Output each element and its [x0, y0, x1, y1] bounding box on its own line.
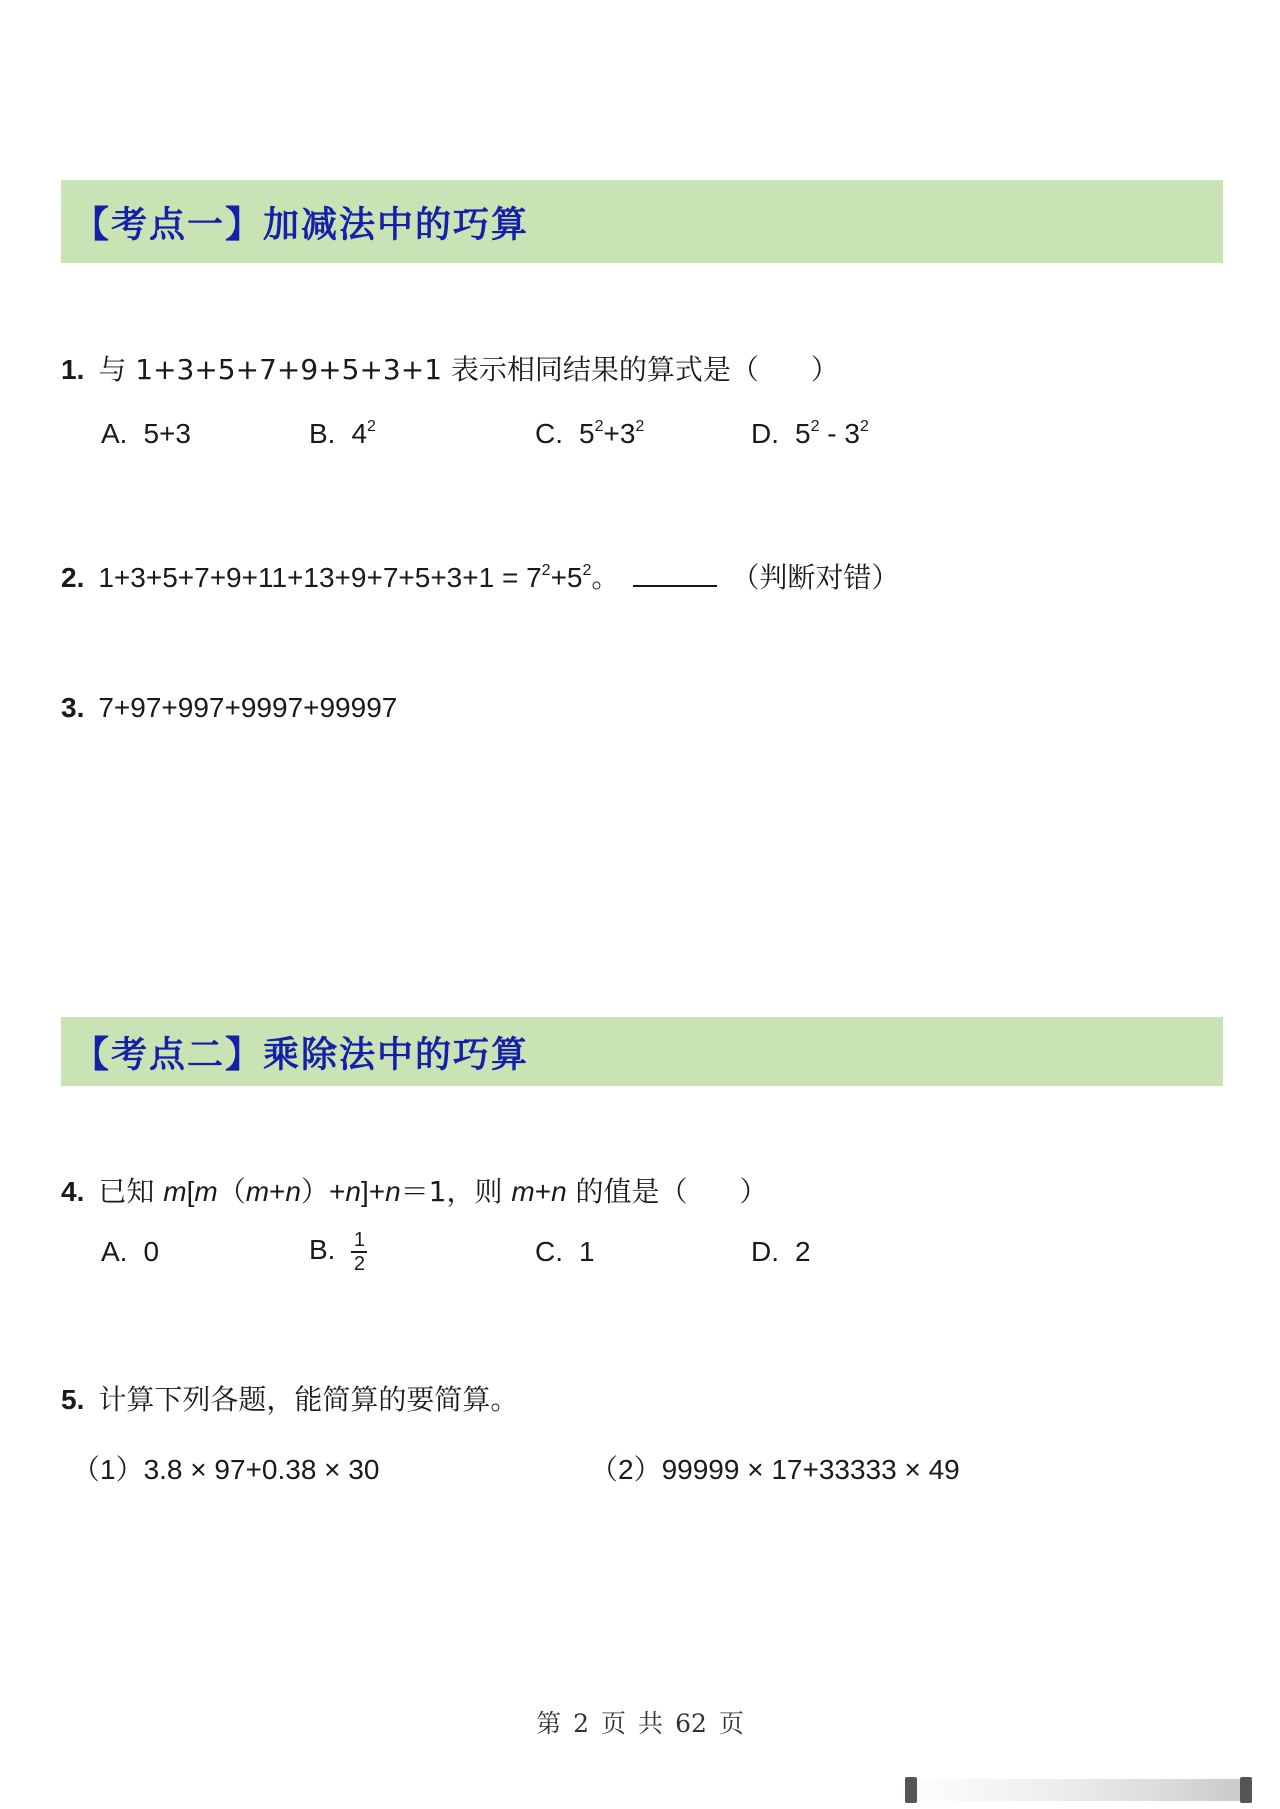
question-4-option-a[interactable]: A. 0: [101, 1236, 160, 1267]
question-1-close-paren: ）: [810, 354, 839, 385]
current-page: 2: [573, 1709, 590, 1738]
section-2-banner: [61, 1017, 1223, 1086]
question-1-option-c[interactable]: C. $5^2+3^2$: [535, 418, 645, 449]
page-footer: 第 2 页 共 62 页: [536, 1709, 744, 1738]
question-4-option-c[interactable]: C. 1: [535, 1236, 595, 1267]
question-5-sub-1: （1）3.8 × 97+0.38 × 30: [72, 1454, 380, 1485]
horizontal-scrollbar[interactable]: [898, 1779, 1248, 1801]
question-5-stem: 计算下列各题，能简算的要简算。: [98, 1383, 519, 1416]
section-1-banner: [61, 180, 1223, 263]
question-4: 4. 已知 m[m（m+n）+n]+n＝1，则 m+n 的值是（ ）: [61, 1175, 768, 1208]
question-4-close-paren: ）: [739, 1176, 768, 1207]
question-2-number: 2.: [61, 562, 85, 593]
total-pages: 62: [675, 1709, 707, 1738]
question-1-option-b[interactable]: B. $4^2$: [309, 418, 376, 449]
question-3-number: 3.: [61, 692, 85, 723]
question-1-stem: 与 1+3+5+7+9+5+3+1 表示相同结果的算式是（: [98, 353, 759, 386]
fraction-one-half: $\frac{1}{2}$: [351, 1229, 367, 1275]
question-5-number: 5.: [61, 1384, 85, 1415]
scrollbar-right-cap[interactable]: [1240, 1777, 1252, 1803]
question-1: [61, 348, 839, 388]
question-1-option-a[interactable]: A. 5+3: [101, 418, 191, 449]
question-4-option-b[interactable]: B. $\frac{1}{2}$: [309, 1229, 367, 1275]
question-5: [61, 1378, 518, 1418]
question-5-sub-2: （2）99999 × 17+33333 × 49: [590, 1454, 960, 1485]
question-4-number: 4.: [61, 1176, 85, 1207]
question-4-option-d[interactable]: D. 2: [751, 1236, 811, 1267]
answer-blank[interactable]: [633, 563, 717, 587]
section-1-title: 【考点一】加减法中的巧算: [73, 203, 530, 245]
question-3: [61, 692, 397, 724]
question-1-option-d[interactable]: D. $5^2 - 3^2$: [751, 418, 869, 449]
question-2-suffix: （判断对错）: [731, 561, 900, 594]
section-2-title: 【考点二】乘除法中的巧算: [73, 1033, 530, 1075]
scrollbar-left-cap[interactable]: [905, 1777, 917, 1803]
question-2: 2. $1+3+5+7+9+11+13+9+7+5+3+1 = 7^2+5^2$。 （判断对错）: [61, 561, 900, 594]
question-3-expression: 7+97+997+9997+99997: [98, 692, 398, 723]
question-1-number: 1.: [61, 354, 85, 385]
